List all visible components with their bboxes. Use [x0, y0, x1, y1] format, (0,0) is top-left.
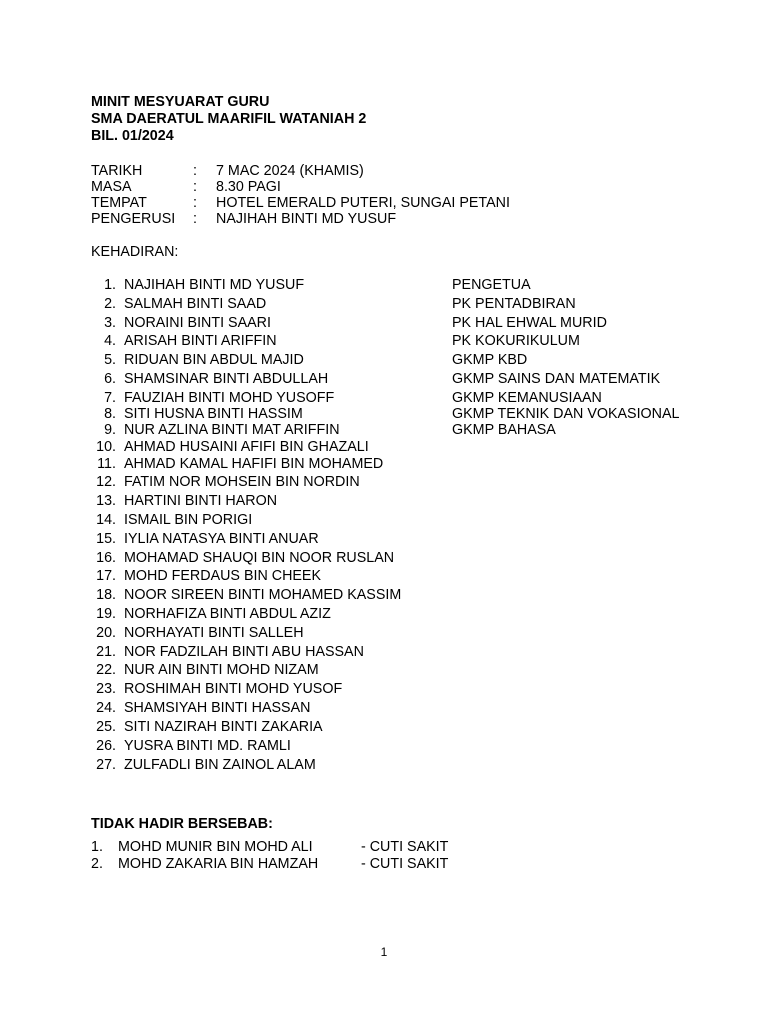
attendee-name: NORHAFIZA BINTI ABDUL AZIZ	[124, 606, 331, 622]
item-number: 27.	[96, 757, 116, 773]
absent-heading: TIDAK HADIR BERSEBAB:	[91, 816, 273, 832]
attendee-name: MOHD FERDAUS BIN CHEEK	[124, 568, 322, 584]
attendee-name: AHMAD HUSAINI AFIFI BIN GHAZALI	[124, 439, 369, 455]
item-number: 1.	[91, 839, 103, 855]
meta-key: MASA	[91, 179, 132, 195]
attendee-name: NAJIHAH BINTI MD YUSUF	[124, 277, 305, 293]
item-number: 2.	[91, 856, 103, 872]
item-number: 13.	[96, 493, 116, 509]
list-item	[94, 625, 734, 641]
attendee-name: YUSRA BINTI MD. RAMLI	[124, 738, 291, 754]
item-number: 6.	[104, 371, 116, 387]
attendee-name: IYLIA NATASYA BINTI ANUAR	[124, 531, 319, 547]
meta-separator: :	[193, 195, 197, 211]
list-item	[94, 439, 734, 455]
attendee-name: SHAMSINAR BINTI ABDULLAH	[124, 371, 329, 387]
attendee-name: NOR FADZILAH BINTI ABU HASSAN	[124, 644, 364, 660]
list-item	[94, 700, 734, 716]
meta-key: PENGERUSI	[91, 211, 176, 227]
attendee-name: HARTINI BINTI HARON	[124, 493, 278, 509]
list-item	[94, 531, 734, 547]
item-number: 21.	[96, 644, 116, 660]
item-number: 2.	[104, 296, 116, 312]
list-item	[91, 856, 591, 872]
page-number: 1	[380, 945, 388, 959]
meta-row-pengerusi	[91, 211, 691, 227]
list-item	[94, 550, 734, 566]
item-number: 10.	[96, 439, 116, 455]
absentee-name: MOHD MUNIR BIN MOHD ALI	[118, 839, 313, 855]
meta-key: TARIKH	[91, 163, 143, 179]
list-item	[94, 390, 734, 406]
list-item	[94, 644, 734, 660]
attendee-name: SITI NAZIRAH BINTI ZAKARIA	[124, 719, 323, 735]
list-item	[94, 512, 734, 528]
attendee-role: PK PENTADBIRAN	[452, 296, 576, 312]
item-number: 3.	[104, 315, 116, 331]
attendee-role: GKMP KEMANUSIAAN	[452, 390, 602, 406]
attendee-role: PENGETUA	[452, 277, 531, 293]
attendee-name: NUR AIN BINTI MOHD NIZAM	[124, 662, 319, 678]
attendee-role: GKMP SAINS DAN MATEMATIK	[452, 371, 661, 387]
meta-value: 8.30 PAGI	[216, 179, 281, 195]
attendee-role: GKMP TEKNIK DAN VOKASIONAL	[452, 406, 680, 422]
attendee-name: MOHAMAD SHAUQI BIN NOOR RUSLAN	[124, 550, 395, 566]
absentee-name: MOHD ZAKARIA BIN HAMZAH	[118, 856, 319, 872]
meta-key: TEMPAT	[91, 195, 147, 211]
list-item	[94, 493, 734, 509]
meta-row-tarikh	[91, 163, 691, 179]
attendee-role: PK HAL EHWAL MURID	[452, 315, 607, 331]
item-number: 8.	[104, 406, 116, 422]
item-number: 22.	[96, 662, 116, 678]
list-item	[94, 587, 734, 603]
meta-value: HOTEL EMERALD PUTERI, SUNGAI PETANI	[216, 195, 510, 211]
item-number: 16.	[96, 550, 116, 566]
attendee-name: FAUZIAH BINTI MOHD YUSOFF	[124, 390, 335, 406]
list-item	[94, 719, 734, 735]
meta-separator: :	[193, 163, 197, 179]
item-number: 4.	[104, 333, 116, 349]
attendee-name: NORHAYATI BINTI SALLEH	[124, 625, 304, 641]
meta-row-tempat	[91, 195, 691, 211]
attendee-name: ARISAH BINTI ARIFFIN	[124, 333, 277, 349]
attendee-name: NOOR SIREEN BINTI MOHAMED KASSIM	[124, 587, 402, 603]
absence-reason: - CUTI SAKIT	[361, 839, 449, 855]
list-item	[94, 662, 734, 678]
attendee-name: ROSHIMAH BINTI MOHD YUSOF	[124, 681, 343, 697]
attendee-name: FATIM NOR MOHSEIN BIN NORDIN	[124, 474, 360, 490]
list-item	[94, 371, 734, 387]
attendee-role: GKMP BAHASA	[452, 422, 556, 438]
attendance-heading: KEHADIRAN:	[91, 244, 179, 260]
attendee-name: ZULFADLI BIN ZAINOL ALAM	[124, 757, 316, 773]
item-number: 19.	[96, 606, 116, 622]
item-number: 9.	[104, 422, 116, 438]
list-item	[94, 757, 734, 773]
list-item	[94, 422, 734, 438]
attendee-name: AHMAD KAMAL HAFIFI BIN MOHAMED	[124, 456, 384, 472]
absence-reason: - CUTI SAKIT	[361, 856, 449, 872]
attendee-name: SALMAH BINTI SAAD	[124, 296, 267, 312]
attendee-name: ISMAIL BIN PORIGI	[124, 512, 253, 528]
item-number: 15.	[96, 531, 116, 547]
meta-separator: :	[193, 211, 197, 227]
attendee-role: PK KOKURIKULUM	[452, 333, 580, 349]
list-item	[94, 277, 734, 293]
item-number: 5.	[104, 352, 116, 368]
item-number: 23.	[96, 681, 116, 697]
attendee-role: GKMP KBD	[452, 352, 528, 368]
list-item	[91, 839, 591, 855]
meta-separator: :	[193, 179, 197, 195]
item-number: 25.	[96, 719, 116, 735]
item-number: 12.	[96, 474, 116, 490]
list-item	[94, 568, 734, 584]
list-item	[94, 738, 734, 754]
list-item	[94, 456, 734, 472]
item-number: 18.	[96, 587, 116, 603]
attendee-name: RIDUAN BIN ABDUL MAJID	[124, 352, 304, 368]
attendee-name: SHAMSIYAH BINTI HASSAN	[124, 700, 311, 716]
attendee-name: NUR AZLINA BINTI MAT ARIFFIN	[124, 422, 340, 438]
list-item	[94, 606, 734, 622]
list-item	[94, 333, 734, 349]
meta-value: 7 MAC 2024 (KHAMIS)	[216, 163, 364, 179]
item-number: 24.	[96, 700, 116, 716]
list-item	[94, 474, 734, 490]
list-item	[94, 681, 734, 697]
item-number: 26.	[96, 738, 116, 754]
item-number: 7.	[104, 390, 116, 406]
list-item	[94, 352, 734, 368]
list-item	[94, 296, 734, 312]
item-number: 17.	[96, 568, 116, 584]
meeting-number: BIL. 01/2024	[91, 128, 174, 144]
list-item	[94, 315, 734, 331]
document-title: MINIT MESYUARAT GURU	[91, 94, 270, 110]
item-number: 1.	[104, 277, 116, 293]
attendee-name: SITI HUSNA BINTI HASSIM	[124, 406, 303, 422]
item-number: 14.	[96, 512, 116, 528]
item-number: 20.	[96, 625, 116, 641]
attendee-name: NORAINI BINTI SAARI	[124, 315, 271, 331]
meta-row-masa	[91, 179, 691, 195]
meta-value: NAJIHAH BINTI MD YUSUF	[216, 211, 397, 227]
school-name: SMA DAERATUL MAARIFIL WATANIAH 2	[91, 111, 367, 127]
list-item	[94, 406, 734, 422]
item-number: 11.	[97, 456, 116, 472]
